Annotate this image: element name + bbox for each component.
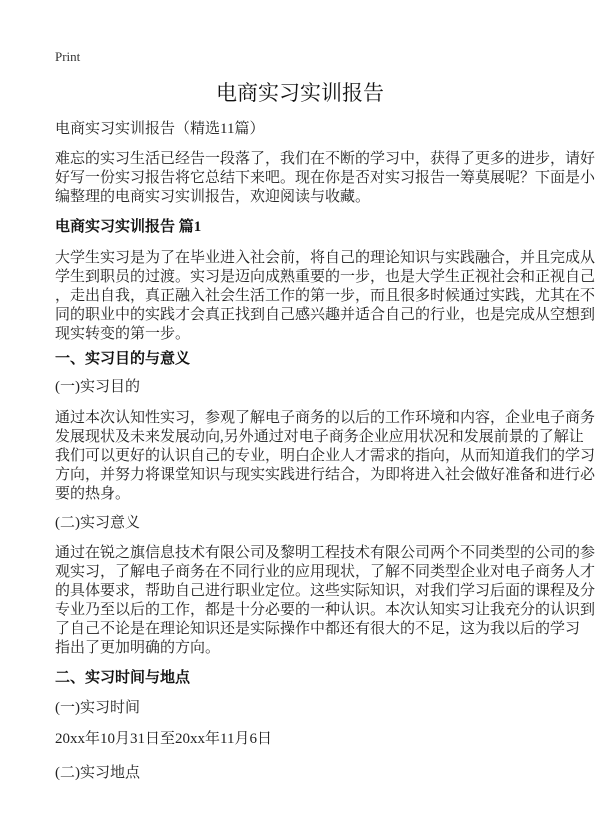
text-line: 好写一份实习报告将它总结下来吧。现在你是否对实习报告一筹莫展呢？下面是小: [55, 170, 596, 186]
paragraph-2: [55, 409, 595, 504]
text-line: 大学生实习是为了在毕业进入社会前，将自己的理论知识与实践融合，并且完成从: [55, 250, 596, 266]
text-line: 学生到职员的过渡。实习是迈向成熟重要的一步，也是大学生正视社会和正视自己: [55, 269, 596, 285]
text-line: 我们可以更好的认识自己的专业，明白企业人才需求的指向，从而知道我们的学习: [55, 448, 596, 464]
text-line: 通过在锐之旗信息技术有限公司及黎明工程技术有限公司两个不同类型的公司的参: [55, 545, 596, 561]
internship-dates: 20xx年10月31日至20xx年11月6日: [55, 731, 272, 747]
text-line: 了自己不论是在理论知识还是实际操作中都还有很大的不足，这为我以后的学习: [55, 621, 581, 637]
subheading-significance: (二)实习意义: [55, 515, 140, 531]
intro-paragraph: [55, 150, 595, 207]
text-line: 编整理的电商实习实训报告，欢迎阅读与收藏。: [55, 189, 371, 205]
subtitle: 电商实习实训报告（精选11篇）: [55, 121, 265, 137]
subheading-time: (一)实习时间: [55, 700, 140, 716]
text-line: 发展现状及未来发展动向,另外通过对电子商务企业应用状况和发展前景的了解让: [55, 429, 584, 445]
text-line: 通过本次认知性实习，参观了解电子商务的以后的工作环境和内容，企业电子商务: [55, 410, 596, 426]
text-line: 要的热身。: [55, 486, 131, 502]
text-line: 指出了更加明确的方向。: [55, 640, 221, 656]
print-link[interactable]: Print: [55, 49, 81, 64]
text-line: 专业乃至以后的工作，都是十分必要的一种认识。本次认知实习让我充分的认识到: [55, 602, 596, 618]
heading-purpose: 一、实习目的与意义: [55, 351, 191, 367]
text-line: 同的职业中的实践才会真正找到自己感兴趣并适合自己的行业，也是完成从空想到: [55, 307, 596, 323]
text-line: 方向，并努力将课堂知识与现实实践进行结合，为即将进入社会做好准备和进行必: [55, 467, 596, 483]
section-heading: 电商实习实训报告 篇1: [55, 219, 202, 235]
subheading-purpose: (一)实习目的: [55, 379, 140, 395]
paragraph-1: [55, 249, 595, 344]
text-line: 的具体要求，帮助自己进行职业定位。这些实际知识，对我们学习后面的课程及分: [55, 583, 596, 599]
page-title: 电商实习实训报告: [216, 81, 384, 105]
heading-time-place: 二、实习时间与地点: [55, 670, 191, 686]
text-line: 观实习，了解电子商务在不同行业的应用现状，了解不同类型企业对电子商务人才: [55, 564, 596, 580]
text-line: 现实转变的第一步。: [55, 326, 191, 342]
subheading-place: (二)实习地点: [55, 765, 140, 781]
text-line: 难忘的实习生活已经告一段落了，我们在不断的学习中，获得了更多的进步，请好: [55, 151, 596, 167]
text-line: ，走出自我，真正融入社会生活工作的第一步，而且很多时候通过实践，尤其在不: [55, 288, 596, 304]
paragraph-3: [55, 544, 595, 658]
